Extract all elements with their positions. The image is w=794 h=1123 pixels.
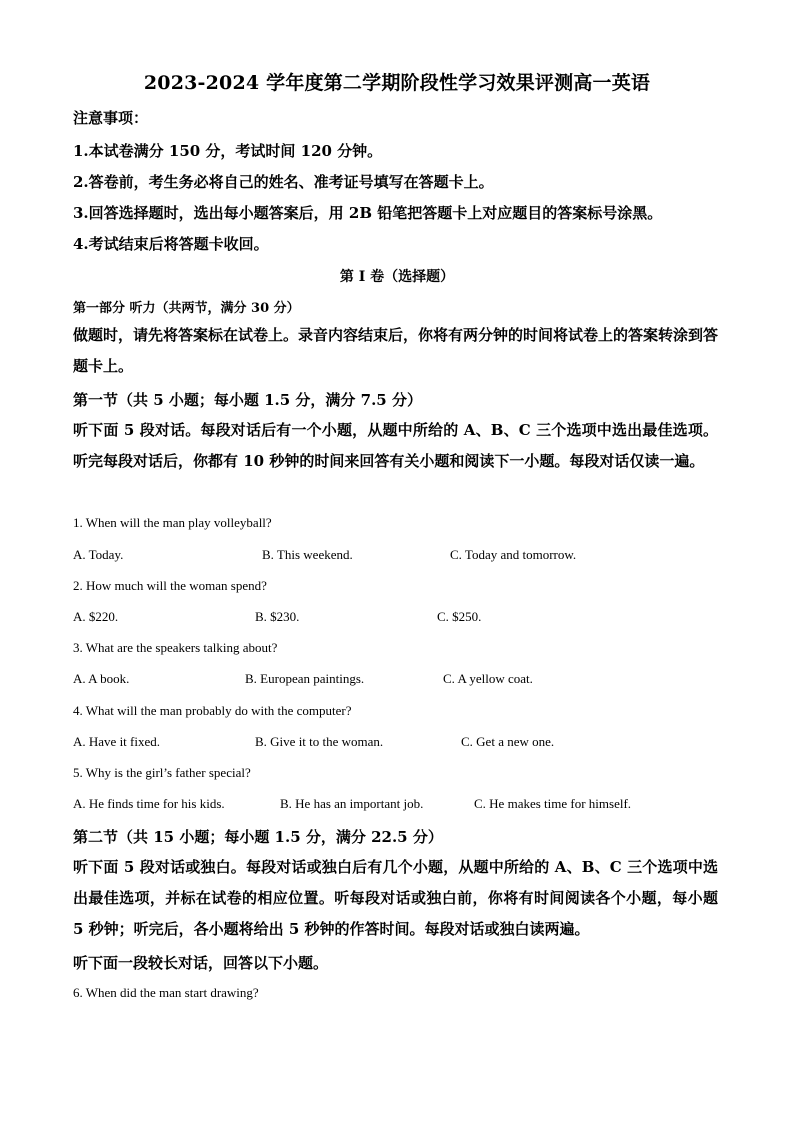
q3-option-c[interactable]: C. A yellow coat. <box>443 671 533 686</box>
q1-option-c[interactable]: C. Today and tomorrow. <box>450 547 577 562</box>
q1-option-a[interactable]: A. Today. <box>73 547 124 562</box>
part1-heading: 第一部分 听力（共两节，满分 30 分） <box>73 301 300 316</box>
question-5: 5. Why is the girl’s father special? <box>73 765 251 780</box>
notice-item: 4.考试结束后将答题卡收回。 <box>73 235 269 253</box>
notice-item: 1.本试卷满分 150 分，考试时间 120 分钟。 <box>73 142 383 160</box>
exam-title: 2023-2024 学年度第二学期阶段性学习效果评测高一英语 <box>143 72 651 94</box>
q5-option-a[interactable]: A. He finds time for his kids. <box>73 796 225 811</box>
section2-instructions: 听下面 5 段对话或独白。每段对话或独白后有几个小题，从题中所给的 A、B、C 三个选项中选出最佳选项，并标在试卷的相应位置。听每段对话或独白前，你将有时间阅读各个小题，每小题 5 秒钟；听完后，各小题将给出 5 秒钟的作答时间。每段对话或独白读两遍。 <box>73 858 718 938</box>
section1-instructions: 听下面 5 段对话。每段对话后有一个小题，从题中所给的 A、B、C 三个选项中选出最佳选项。听完每段对话后，你都有 10 秒钟的时间来回答有关小题和阅读下一小题。每段对话仅读一遍。 <box>73 421 718 470</box>
q1-option-b[interactable]: B. This weekend. <box>262 547 353 562</box>
notice-item: 2.答卷前，考生务必将自己的姓名、准考证号填写在答题卡上。 <box>73 173 494 191</box>
q3-option-a[interactable]: A. A book. <box>73 671 130 686</box>
q4-option-a[interactable]: A. Have it fixed. <box>73 734 161 749</box>
notice-item: 3.回答选择题时，选出每小题答案后，用 2B 铅笔把答题卡上对应题目的答案标号涂黑。 <box>73 204 663 222</box>
question-4: 4. What will the man probably do with the computer? <box>73 703 352 718</box>
part1-instructions: 做题时，请先将答案标在试卷上。录音内容结束后，你将有两分钟的时间将试卷上的答案转涂到答题卡上。 <box>73 326 719 375</box>
q4-option-c[interactable]: C. Get a new one. <box>461 734 555 749</box>
section2-heading: 第二节（共 15 小题；每小题 1.5 分，满分 22.5 分） <box>73 828 443 846</box>
q2-option-a[interactable]: A. $220. <box>73 609 119 624</box>
volume-title: 第 I 卷（选择题） <box>339 269 455 285</box>
q2-option-b[interactable]: B. $230. <box>255 609 300 624</box>
question-1: 1. When will the man play volleyball? <box>73 515 272 530</box>
section1-heading: 第一节（共 5 小题；每小题 1.5 分，满分 7.5 分） <box>73 391 422 409</box>
q5-option-c[interactable]: C. He makes time for himself. <box>474 796 632 811</box>
section2-lead: 听下面一段较长对话，回答以下小题。 <box>73 954 329 972</box>
q5-option-b[interactable]: B. He has an important job. <box>280 796 424 811</box>
question-2: 2. How much will the woman spend? <box>73 578 267 593</box>
q3-option-b[interactable]: B. European paintings. <box>245 671 365 686</box>
q2-option-c[interactable]: C. $250. <box>437 609 482 624</box>
question-3: 3. What are the speakers talking about? <box>73 640 278 655</box>
q4-option-b[interactable]: B. Give it to the woman. <box>255 734 384 749</box>
question-6: 6. When did the man start drawing? <box>73 985 259 1000</box>
notice-heading: 注意事项： <box>73 109 149 127</box>
